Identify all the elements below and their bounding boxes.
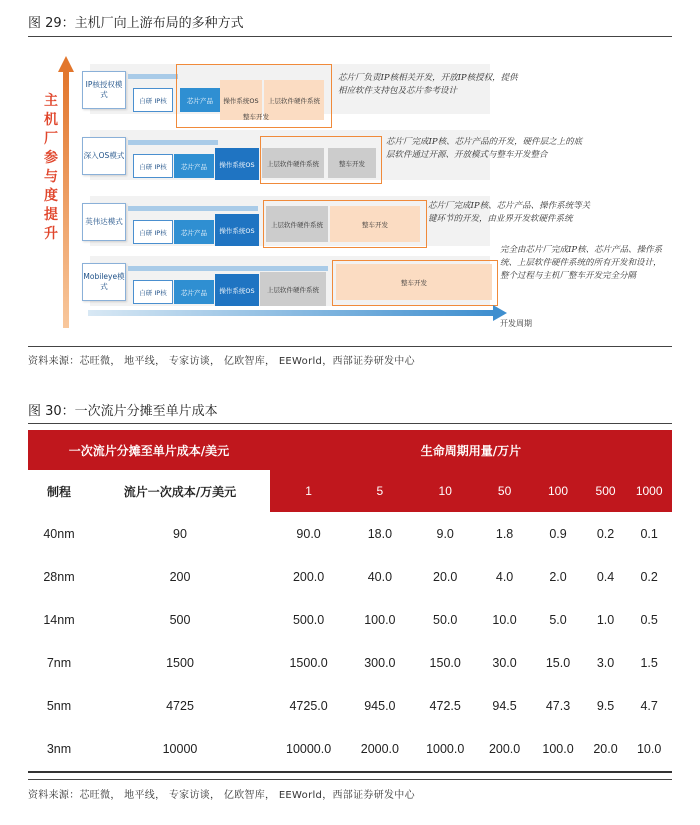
header-process: 制程 <box>28 470 90 512</box>
note-deep-os: 芯片厂完成IP核、芯片产品的开发，硬件层之上的底层软件通过开源、开放模式与整车开发整合 <box>386 137 583 160</box>
figure-30-bottom-rule <box>28 771 672 773</box>
block-ip-core: 自研 IP核 <box>133 220 173 244</box>
per-chip-cost-cell: 90.0 <box>296 526 321 541</box>
per-chip-cost-cell: 10000.0 <box>286 741 332 756</box>
block-car-development: 整车开发 <box>330 206 420 242</box>
per-chip-cost-cell: 94.5 <box>492 698 517 713</box>
dev-cycle-arrow <box>88 310 493 316</box>
header-tapeout-cost: 流片一次成本/万美元 <box>90 470 270 512</box>
block-os: 操作系统OS <box>215 214 259 246</box>
block-car-development: 整车开发 <box>336 264 492 300</box>
figure-30-title-rule <box>28 423 672 424</box>
per-chip-cost-cell: 20.0 <box>433 569 458 584</box>
model-deep-os: 深入OS模式 <box>82 137 126 175</box>
volume-header: 50 <box>478 470 531 512</box>
volume-header: 5 <box>347 470 412 512</box>
per-chip-cost-cell: 9.0 <box>436 526 454 541</box>
tapeout-cost-cell: 200 <box>169 569 191 584</box>
progress-strip <box>128 206 258 211</box>
oem-upstream-diagram <box>38 50 668 340</box>
table-row <box>28 684 672 727</box>
figure-29-title-rule <box>28 36 672 37</box>
per-chip-cost-cell: 100.0 <box>542 741 574 756</box>
per-chip-cost-cell: 1000.0 <box>426 741 465 756</box>
per-chip-cost-cell: 9.5 <box>596 698 615 713</box>
header-lifecycle-volume: 生命周期用量/万片 <box>270 430 672 470</box>
per-chip-cost-cell: 0.9 <box>549 526 567 541</box>
table-row <box>28 555 672 598</box>
block-upper-software: 上层软件硬件系统 <box>262 148 324 178</box>
process-cell: 3nm <box>46 741 72 756</box>
block-ip-core: 自研 IP核 <box>133 154 173 178</box>
block-os: 操作系统OS <box>215 274 259 306</box>
volume-header: 100 <box>531 470 584 512</box>
per-chip-cost-cell: 20.0 <box>593 741 618 756</box>
figure-29-source: 资料来源：芯旺微， 地平线， 专家访谈， 亿欧智库， EEWorld，西部证券研发中心 <box>28 356 415 367</box>
per-chip-cost-cell: 500.0 <box>292 612 325 627</box>
table-row <box>28 727 672 770</box>
note-ip-license: 芯片厂负责IP核相关开发，开放IP核授权，提供相应软件支持包及芯片参考设计 <box>338 73 518 96</box>
process-cell: 5nm <box>46 698 72 713</box>
participation-arrow-head-icon <box>58 56 74 72</box>
per-chip-cost-cell: 47.3 <box>545 698 571 713</box>
block-chip: 芯片产品 <box>174 280 214 304</box>
process-cell: 14nm <box>43 612 75 627</box>
per-chip-cost-cell: 150.0 <box>429 655 461 670</box>
per-chip-cost-cell: 1.8 <box>495 526 514 541</box>
figure-30-source-rule <box>28 779 672 780</box>
header-cost-per-chip: 一次流片分摊至单片成本/美元 <box>28 430 270 470</box>
table-row <box>28 598 672 641</box>
block-chip: 芯片产品 <box>180 88 220 112</box>
per-chip-cost-cell: 30.0 <box>492 655 517 670</box>
car-development-label: 整车开发 <box>243 113 269 121</box>
tapeout-cost-cell: 500 <box>169 612 191 627</box>
block-ip-core: 自研 IP核 <box>133 280 173 304</box>
per-chip-cost-cell: 40.0 <box>367 569 393 584</box>
volume-header: 1 <box>270 470 347 512</box>
per-chip-cost-cell: 0.2 <box>640 569 658 584</box>
per-chip-cost-cell: 945.0 <box>364 698 396 713</box>
note-mobileye: 完全由芯片厂完成IP核、芯片产品、操作系统、上层软件硬件系统的所有开发和设计，整个过程与主机厂整车开发完全分隔 <box>500 245 663 281</box>
block-chip: 芯片产品 <box>174 220 214 244</box>
participation-arrow <box>63 70 69 328</box>
process-cell: 40nm <box>43 526 75 541</box>
block-upper-software: 上层软件硬件系统 <box>260 272 326 306</box>
block-car-development: 整车开发 <box>328 148 376 178</box>
block-upper-software: 上层软件硬件系统 <box>264 80 324 120</box>
process-cell: 7nm <box>46 655 72 670</box>
per-chip-cost-cell: 0.4 <box>596 569 615 584</box>
per-chip-cost-cell: 4.7 <box>640 698 658 713</box>
per-chip-cost-cell: 50.0 <box>433 612 458 627</box>
progress-strip <box>128 266 328 271</box>
per-chip-cost-cell: 15.0 <box>545 655 571 670</box>
figure-30-title: 图 30：一次流片分摊至单片成本 <box>28 404 218 419</box>
figure-29-source-rule <box>28 346 672 347</box>
volume-header: 1000 <box>626 470 672 512</box>
per-chip-cost-cell: 472.5 <box>429 698 461 713</box>
per-chip-cost-cell: 18.0 <box>367 526 393 541</box>
note-nvidia: 芯片厂完成IP核、芯片产品、操作系统等关键环节的开发，由业界开发软硬件系统 <box>428 201 591 224</box>
progress-strip <box>128 140 218 145</box>
dev-cycle-label: 开发周期 <box>500 319 532 328</box>
per-chip-cost-cell: 2000.0 <box>360 741 399 756</box>
per-chip-cost-cell: 0.1 <box>640 526 658 541</box>
participation-label: 主机厂参与度提升 <box>44 93 58 242</box>
figure-30-source: 资料来源：芯旺微， 地平线， 专家访谈， 亿欧智库， EEWorld，西部证券研发中心 <box>28 790 415 801</box>
tapeout-cost-cell: 1500 <box>166 655 194 670</box>
block-os: 操作系统OS <box>220 80 262 120</box>
per-chip-cost-cell: 1.0 <box>596 612 615 627</box>
per-chip-cost-cell: 10.0 <box>636 741 662 756</box>
per-chip-cost-cell: 200.0 <box>488 741 521 756</box>
per-chip-cost-cell: 4725.0 <box>289 698 328 713</box>
per-chip-cost-cell: 100.0 <box>364 612 396 627</box>
progress-strip <box>128 74 178 79</box>
per-chip-cost-cell: 300.0 <box>364 655 396 670</box>
model-mobileye: Mobileye模式 <box>82 263 126 301</box>
volume-header: 10 <box>413 470 478 512</box>
block-upper-software: 上层软件硬件系统 <box>266 206 328 242</box>
tapeout-cost-cell: 90 <box>173 526 187 541</box>
block-chip: 芯片产品 <box>174 154 214 178</box>
per-chip-cost-cell: 4.0 <box>495 569 514 584</box>
model-ip-license: IP核授权模式 <box>82 71 126 109</box>
volume-header: 500 <box>585 470 627 512</box>
per-chip-cost-cell: 5.0 <box>549 612 567 627</box>
per-chip-cost-cell: 1500.0 <box>289 655 328 670</box>
block-os: 操作系统OS <box>215 148 259 180</box>
tapeout-cost-cell: 4725 <box>166 698 194 713</box>
per-chip-cost-cell: 1.5 <box>640 655 658 670</box>
process-cell: 28nm <box>43 569 75 584</box>
per-chip-cost-cell: 0.5 <box>640 612 658 627</box>
table-row <box>28 512 672 555</box>
per-chip-cost-cell: 2.0 <box>549 569 567 584</box>
block-ip-core: 自研 IP核 <box>133 88 173 112</box>
model-nvidia: 英伟达模式 <box>82 203 126 241</box>
per-chip-cost-cell: 200.0 <box>292 569 325 584</box>
per-chip-cost-cell: 0.2 <box>596 526 615 541</box>
table-row <box>28 641 672 684</box>
per-chip-cost-cell: 10.0 <box>492 612 517 627</box>
per-chip-cost-cell: 3.0 <box>596 655 615 670</box>
tapeout-cost-table <box>28 430 672 770</box>
figure-29-title: 图 29：主机厂向上游布局的多种方式 <box>28 16 244 31</box>
tapeout-cost-cell: 10000 <box>162 741 198 756</box>
